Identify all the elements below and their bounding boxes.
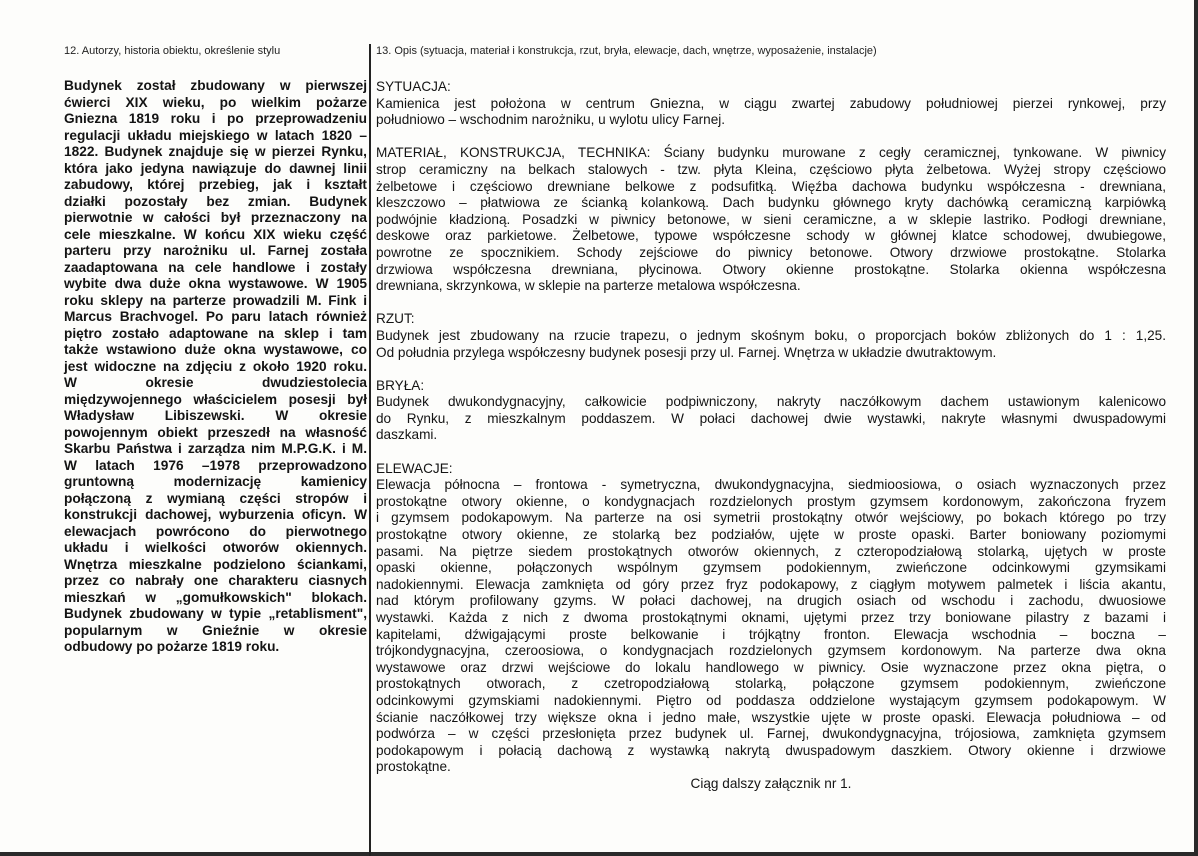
text-line: pierwotnie w całości był przeznaczony na [64, 210, 367, 225]
text-line: kleszczowo – płatwiowa ze ścianką kolankową. Dach budynku głównego kryty dachówką ceramiczną karpiówką [376, 195, 1166, 211]
text-line: międzywojennego właścicielem posesji był [64, 391, 367, 407]
text-line: także wstawiono duże okna wystawowe, co [64, 342, 367, 357]
text-line: jest widoczne na zdjęciu z około 1920 roku. [64, 358, 367, 374]
text-line: odbudowy po pożarze 1819 roku. [64, 639, 280, 654]
continuation-note: Ciąg dalszy załącznik nr 1. [690, 775, 852, 791]
description-column [376, 79, 1166, 793]
text-line: deskowe oraz parkietowe. Żelbetowe, typowe współczesne schody w głównej klatce schodowej, dwubiegowe, [376, 228, 1166, 244]
text-line: wybite dwa duże okna wystawowe. W 1905 [64, 276, 367, 291]
text-line: Budynek dwukondygnacyjny, całkowicie podpiwniczony, nakryty naczółkowym dachem ustawionym kalenicowo [376, 394, 1166, 410]
spacer [376, 361, 1166, 378]
text-line: powrotne ze spocznikiem. Schody zejściowe do piwnicy betonowe. Otwory drzwiowe prostokątne. Stolarka [376, 244, 1166, 260]
text-line: Od południa przylega współczesny budynek posesji przy ul. Farnej. Wnętrza w układzie dwutraktowym. [376, 344, 997, 360]
text-line: podwójnie kładzioną. Posadzki w piwnicy betonowe, w sieni ceramiczne, a w sklepie lastriko. Podłogi drewniane, [376, 211, 1166, 227]
text-line: i gzymsem podokapowym. Na parterze na osi symetrii prostokątny otwór wejściowy, po bokach którego po trzy [376, 510, 1166, 526]
text-line: pasami. Na piętrze siedem prostokątnych otworów okiennych, z czteropodziałową stolarką, ujętych w proste [376, 543, 1166, 559]
text-line: Budynek został zbudowany w pierwszej [64, 78, 367, 93]
text-line: mieszkań w „gomułkowskich" blokach. [64, 589, 367, 605]
section-heading: SYTUACJA: [376, 79, 451, 94]
text-line: wystawowe oraz drzwi wejściowe do lokalu handlowego w piwnicy. Osie wyznaczone przez okna piętra, o [376, 659, 1166, 675]
text-line: trójkondygnacyjna, czeroosiowa, o kondygnacjach rozdzielonych gzymsem kordonowym. Na parterze dwa okna [376, 643, 1166, 659]
text-line: wystawki. Każda z nich z dwoma prostokątnymi oknami, ujętymi przez trzy boniowane pilastry z bazami i [376, 610, 1166, 625]
text-line: Wnętrza mieszkalne podzielono ściankami, [64, 556, 367, 572]
text-line: nadokiennymi. Elewacja zamknięta od góry przez fryz podokapowy, z ciągłym motywem palmetek i liścia akantu, [376, 576, 1166, 592]
text-line: regulacji układu miejskiego w latach 1820 – [64, 127, 367, 143]
scan-edge-right [1194, 0, 1198, 856]
text-line: prostokątne otwory okienne, o kondygnacjach rozdzielonych prostym gzymsem kordonowym, zakończona fryzem [376, 493, 1166, 509]
section-13-header: 13. Opis (sytuacja, materiał i konstrukcja, rzut, bryła, elewacje, dach, wnętrze, wyposażenie, instalacje) [376, 45, 877, 57]
spacer [376, 129, 1166, 146]
text-line: drewniana, skrzynkowa, w sklepie na parterze metalowa współczesna. [376, 278, 801, 294]
text-line: MATERIAŁ, KONSTRUKCJA, TECHNIKA: Ściany budynku murowane z cegły ceramicznej, tynkowane. W piwnicy [376, 145, 1166, 161]
text-line: 1822. Budynek znajduje się w pierzei Rynku, [64, 144, 367, 159]
spacer [376, 295, 1166, 312]
text-line: prostokątnych otworach, z czetropodziałową stolarką, połączone gzymsem podokiennym, zwieńczone [376, 676, 1166, 692]
text-line: ścianie naczółkowej trzy większe okna i jedno małe, wszystkie ujęte w proste opaski. Elewacja południowa – od [376, 709, 1166, 725]
text-line: W latach 1976 –1978 przeprowadzono [64, 457, 367, 473]
text-line: opaski okienne, połączonych wspólnym gzymsem podokiennym, zwieńczone odcinkowymi gzymsikami [376, 560, 1166, 576]
scan-edge-bottom [0, 852, 1198, 856]
text-line: przez co nabrały one charakteru ciasnych [64, 573, 367, 588]
text-line: południowo – wschodnim narożniku, u wylotu ulicy Farnej. [376, 112, 726, 128]
section-heading: RZUT: [376, 311, 415, 327]
text-line: podokapowym i połacią dachową z wystawką nakrytą dwuspadowym daszkiem. Otwory okienne i drzwiowe [376, 742, 1166, 758]
text-line: elewacjach powrócono do pierwotnego [64, 523, 367, 539]
text-line: Elewacja północna – frontowa - symetryczna, dwukondygnacyjna, siedmioosiowa, o osiach wyznaczonych przez [376, 477, 1166, 493]
text-line: roku sklepy na parterze prowadzili M. Fink i [64, 292, 367, 308]
text-line: podwórza – w części przesłonięta przez budynek ul. Farnej, dwukondygnacyjna, trójosiowa, zamknięta gzymsem [376, 726, 1166, 742]
text-line: układu i wielkości otworów okiennych. [64, 540, 367, 555]
text-line: odcinkowymi gzymskiami nadokiennymi. Piętro od poddasza oddzielone wystającym gzymsem podokapowym. W [376, 692, 1166, 708]
text-line: Władysław Libiszewski. W okresie [64, 408, 367, 423]
text-line: zabudowy, której przebieg, jak i kształt [64, 177, 367, 192]
text-line: strop ceramiczny na belkach stalowych - tzw. płyta Kleina, częściowo płyta żelbetowa. Wyżej stropy częściowo [376, 161, 1166, 177]
history-column [64, 78, 367, 656]
text-line: Budynek jest zbudowany na rzucie trapezu, o jednym skośnym boku, o proporcjach boków zbliżonych do 1 : 1,25. [376, 327, 1166, 343]
text-line: piętro zostało adaptowane na sklep i tam [64, 325, 367, 341]
text-line: która jako jedyna nawiązuje do dawnej linii [64, 160, 367, 176]
section-heading: BRYŁA: [376, 377, 425, 393]
section-12-header: 12. Autorzy, historia obiektu, określenie stylu [64, 45, 281, 57]
text-line: parteru przy narożniku ul. Farnej została [64, 243, 367, 258]
text-line: cele mieszkalne. W końcu XIX wieku część [64, 226, 367, 242]
text-line: konstrukcji dachowej, wyburzenia oficyn. W [64, 507, 367, 522]
text-line: działki pozostały bez zmian. Budynek [64, 193, 367, 209]
spacer [376, 444, 1166, 461]
text-line: kapitelami, dźwigającymi proste belkowanie i trójkątny fronton. Elewacja wschodnia – boczna – [376, 626, 1166, 642]
text-line: Gniezna 1819 roku i po przeprowadzeniu [64, 111, 367, 126]
text-line: daszkami. [376, 427, 438, 443]
section-heading: ELEWACJE: [376, 460, 453, 476]
column-divider [369, 44, 371, 856]
text-line: Budynek zbudowany w typie „retablisment", [64, 606, 367, 621]
text-line: do Rynku, z mieszkalnym poddaszem. W połaci dachowej dwie wystawki, nakryte własnymi dwuspadowymi [376, 410, 1166, 426]
text-line: zaadaptowana na cele handlowe i zostały [64, 259, 367, 275]
text-line: Marcus Brachvogel. Po paru latach również [64, 309, 367, 324]
text-line: Kamienica jest położona w centrum Gniezna, w ciągu zwartej zabudowy południowej pierzei rynkowej, przy [376, 95, 1166, 111]
text-line: W okresie dwudziestolecia [64, 375, 367, 390]
text-line: nad którym profilowany gzyms. W połaci dachowej, na drugich osiach od wschodu i zachodu, dwuosiowe [376, 593, 1166, 609]
text-line: powojennym obiekt przeszedł na własność [64, 424, 367, 440]
text-line: popularnym w Gnieźnie w okresie [64, 622, 367, 638]
text-line: drzwiowa współczesna drewniana, płycinowa. Otwory okienne prostokątne. Stolarka okienna współczesna [376, 261, 1166, 277]
text-line: ćwierci XIX wieku, po wielkim pożarze [64, 94, 367, 110]
text-line: prostokątne. [376, 759, 451, 775]
text-line: połączoną z wymianą części stropów i [64, 490, 367, 506]
text-line: żelbetowe i częściowo drewniane belkowe z podsufitką. Więźba dachowa budynku współczesna - drewniana, [376, 178, 1166, 194]
text-line: prostokątne otwory okienne, ze stolarką bez podziałów, ujęte w proste opaski. Barter boniowany poziomymi [376, 527, 1166, 543]
text-line: gruntowną modernizację kamienicy [64, 474, 367, 489]
text-line: Skarbu Państwa i zarządza nim M.P.G.K. i M. [64, 441, 367, 456]
